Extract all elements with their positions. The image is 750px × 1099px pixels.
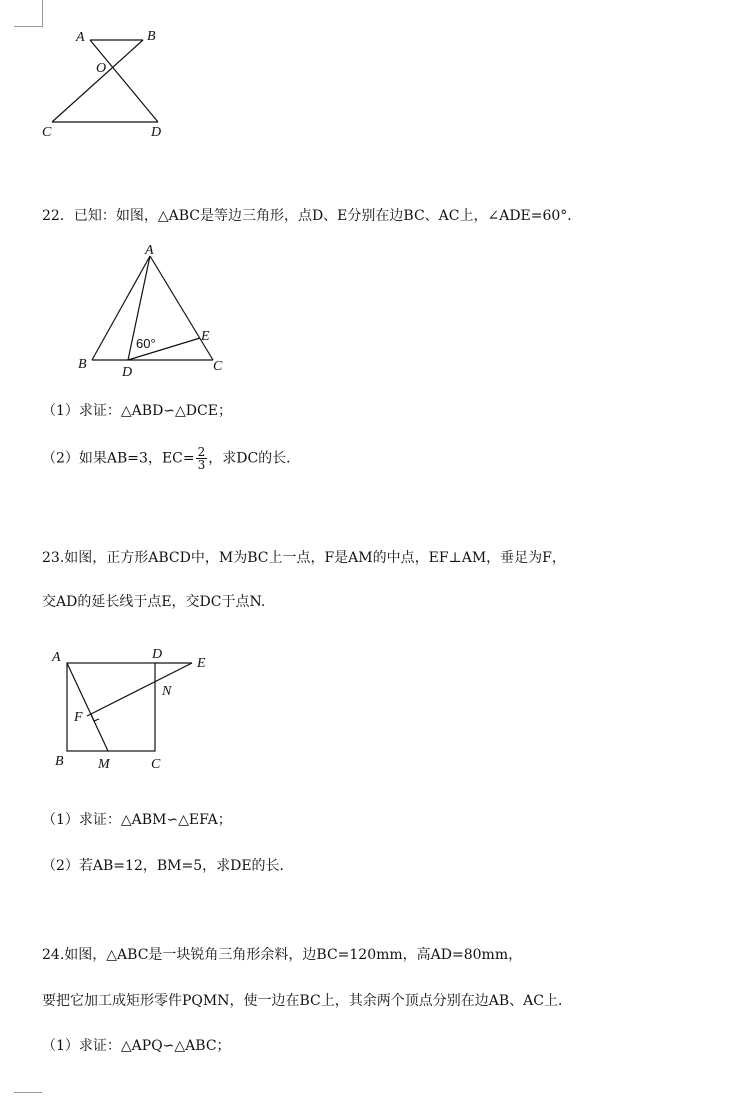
fraction-denominator: 3 — [197, 458, 206, 472]
q22-part2-suffix: ，求DC的长． — [208, 450, 301, 467]
label-M: M — [98, 757, 110, 772]
q24-statement-line2: 要把它加工成矩形零件PQMN，使一边在BC上，其余两个顶点分别在边AB、AC上． — [42, 993, 572, 1009]
q22-part2 — [42, 446, 300, 471]
label-D: D — [152, 647, 163, 662]
label-A: A — [145, 243, 154, 258]
fraction-two-thirds — [196, 446, 208, 471]
label-C: C — [213, 359, 223, 374]
label-C: C — [42, 125, 52, 140]
label-E: E — [201, 329, 210, 344]
q24-statement-line1: 24.如图，△ABC是一块锐角三角形余料，边BC=120mm，高AD=80mm， — [42, 947, 523, 963]
q23-part2: （2）若AB=12，BM=5，求DE的长． — [42, 858, 294, 874]
fraction-numerator: 2 — [197, 445, 206, 459]
label-D: D — [122, 365, 133, 380]
label-B: B — [147, 29, 156, 44]
figure-q23 — [40, 640, 230, 780]
angle-label: 60° — [136, 336, 156, 351]
q23-part1: （1）求证：△ABM∽△EFA； — [42, 812, 232, 828]
label-D: D — [151, 125, 162, 140]
figure-q22 — [70, 240, 240, 380]
q23-statement-line2: 交AD的延长线于点E，交DC于点N. — [42, 594, 266, 610]
q22-part1: （1）求证：△ABD∽△DCE； — [42, 403, 232, 419]
figure-q21 — [30, 22, 180, 142]
q24-part1: （1）求证：△APQ∽△ABC； — [42, 1038, 231, 1054]
label-C: C — [151, 757, 161, 772]
label-B: B — [55, 754, 64, 769]
label-B: B — [78, 357, 87, 372]
q23-statement-line1: 23.如图，正方形ABCD中，M为BC上一点，F是AM的中点，EF⊥AM，垂足为F， — [42, 550, 566, 566]
label-E: E — [197, 656, 206, 671]
q22-statement: 22．已知：如图，△ABC是等边三角形，点D、E分别在边BC、AC上，∠ADE=60°． — [42, 208, 582, 224]
label-O: O — [96, 61, 107, 76]
label-F: F — [74, 710, 83, 725]
q22-part2-prefix: （2）如果AB=3，EC= — [42, 450, 195, 467]
label-A: A — [76, 30, 85, 45]
label-A: A — [52, 650, 61, 665]
label-N: N — [162, 684, 172, 699]
